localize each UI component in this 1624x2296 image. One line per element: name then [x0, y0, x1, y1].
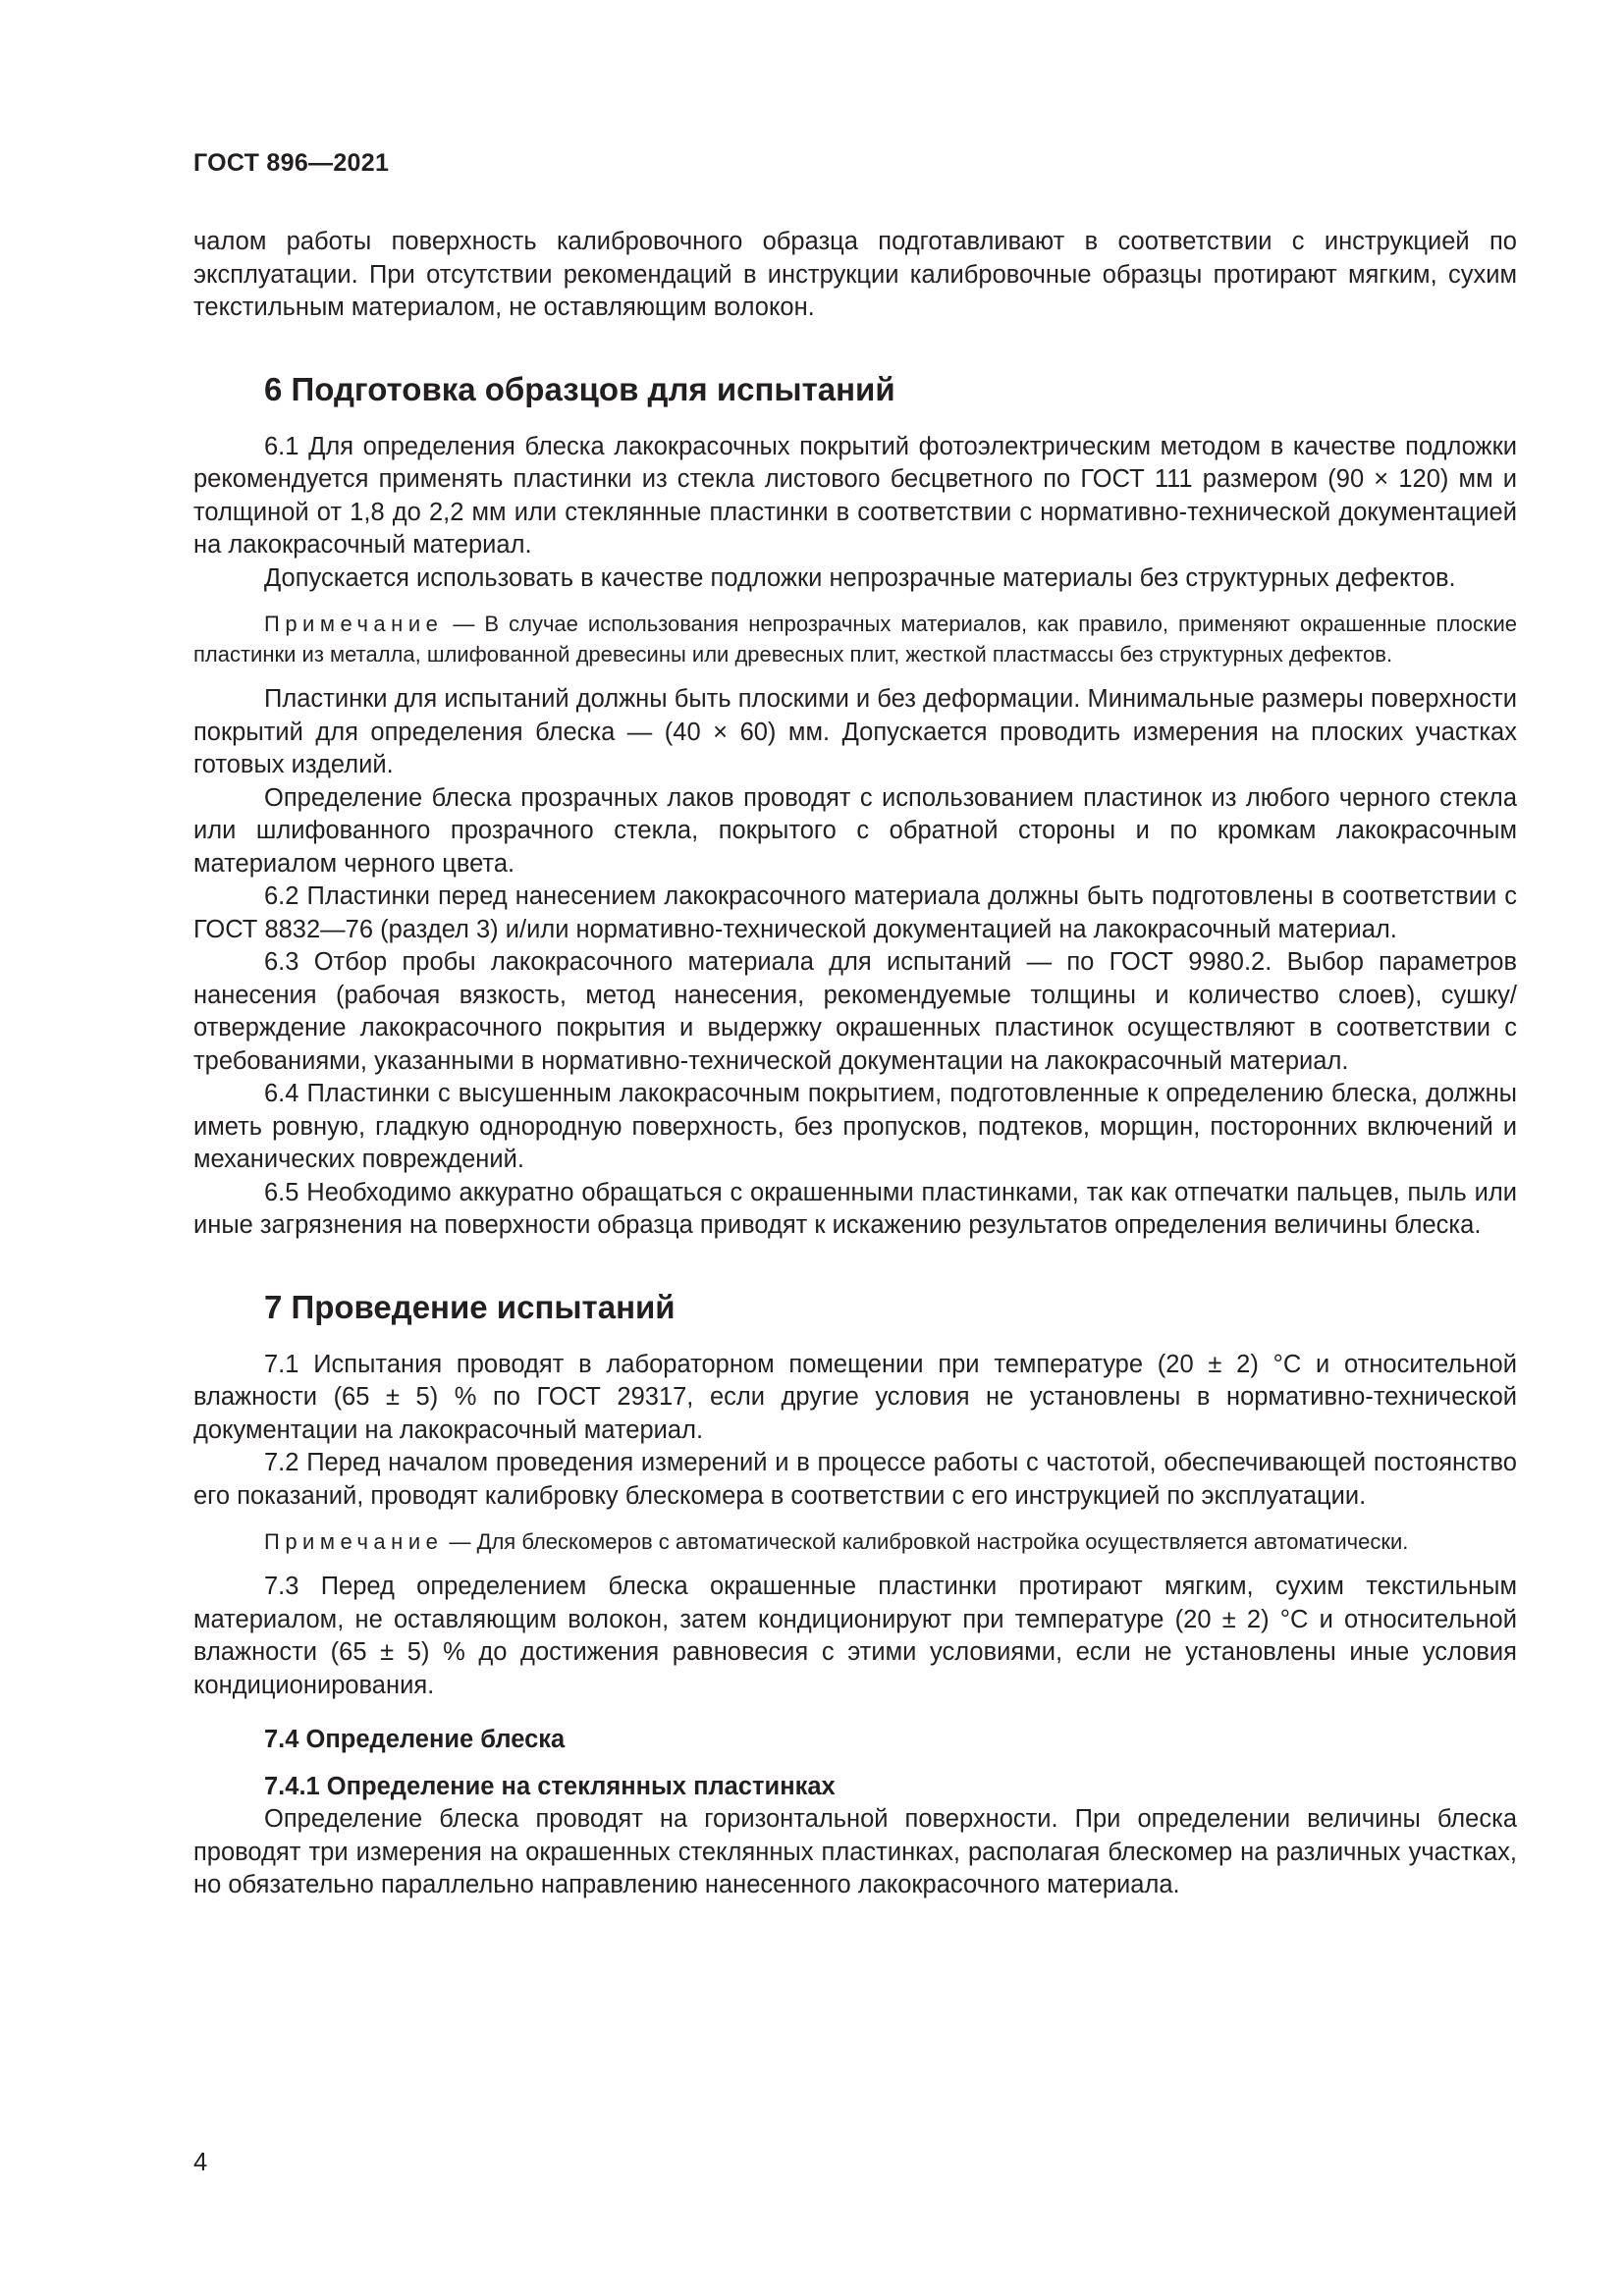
page-number: 4 [193, 2149, 208, 2176]
subsection-7-4-1-title: 7.4.1 Определение на стеклянных пластинках [264, 1772, 836, 1800]
paragraph-flat-plates: Пластинки для испытаний должны быть плоскими и без деформации. Минимальные размеры поверхности покрытий для определения блеска — (40 × 60) мм. Допускается проводить измерения на плоских участках готовых изделий. [193, 685, 1517, 778]
paragraph-7-1: 7.1 Испытания проводят в лабораторном помещении при температуре (20 ± 2) °С и относительной влажности (65 ± 5) % по ГОСТ 29317, если другие условия не установлены в нормативно-технической документации на лакокрасочный материал. [193, 1350, 1517, 1444]
paragraph-6-1: 6.1 Для определения блеска лакокрасочных покрытий фотоэлектрическим методом в качестве подложки рекомендуется применять пластинки из стекла листового бесцветного по ГОСТ 111 размером (90 × 120) мм и толщиной от 1,8 до 2,2 мм или стеклянные пластинки в соответствии с нормативно-технической документацией на лакокрасочный материал. [193, 432, 1517, 559]
paragraph-6-5: 6.5 Необходимо аккуратно обращаться с окрашенными пластинками, так как отпечатки пальцев, пыль или иные загрязнения на поверхности образца приводят к искажению результатов определения величины блеска. [193, 1178, 1517, 1239]
paragraph-opaque-materials: Допускается использовать в качестве подложки непрозрачные материалы без структурных дефектов. [264, 563, 1456, 592]
subsection-7-4-title: 7.4 Определение блеска [264, 1726, 566, 1753]
paragraph-6-4: 6.4 Пластинки с высушенным лакокрасочным покрытием, подготовленные к определению блеска, должны иметь ровную, гладкую однородную поверхность, без пропусков, подтеков, морщин, посторонних включений и механических повреждений. [193, 1080, 1517, 1173]
intro-paragraph: чалом работы поверхность калибровочного образца подготавливают в соответствии с инструкцией по эксплуатации. При отсутствии рекомендаций в инструкции калибровочные образцы протирают мягким, сухим текстильным материалом, не оставляющим волокон. [193, 228, 1517, 321]
note-text: — Для блескомеров с автоматической калибровкой настройка осуществляется автоматически. [443, 1529, 1409, 1554]
paragraph-7-3: 7.3 Перед определением блеска окрашенные пластинки протирают мягким, сухим текстильным материалом, не оставляющим волокон, затем кондиционируют при температуре (20 ± 2) °С и относительной влажности (65 ± 5) % до достижения равновесия с этими условиями, если не установлены иные условия кондиционирования. [193, 1573, 1517, 1699]
note-7 [193, 1526, 1517, 1557]
paragraph-transparent-varnish: Определение блеска прозрачных лаков проводят с использованием пластинок из любого черного стекла или шлифованного прозрачного стекла, покрытого с обратной стороны и по кромкам лакокрасочным материалом черного цвета. [193, 783, 1517, 878]
document-body [193, 226, 1517, 1902]
paragraph-7-4-1: Определение блеска проводят на горизонтальной поверхности. При определении величины блеска проводят три измерения на окрашенных стеклянных пластинках, располагая блескомер на различных участках, но обязательно параллельно направлению нанесенного лакокрасочного материала. [193, 1805, 1517, 1898]
paragraph-6-2: 6.2 Пластинки перед нанесением лакокрасочного материала должны быть подготовлены в соответствии с ГОСТ 8832—76 (раздел 3) и/или нормативно-технической документацией на лакокрасочный материал. [193, 882, 1517, 943]
section-6-title: 6 Подготовка образцов для испытаний [264, 370, 895, 407]
paragraph-6-3: 6.3 Отбор пробы лакокрасочного материала для испытаний — по ГОСТ 9980.2. Выбор параметров нанесения (рабочая вязкость, метод нанесения, рекомендуемые толщины и количество слоев), сушку/отверждение лакокрасочного покрытия и выдержку окрашенных пластинок осуществляют в соответствии с требованиями, указанными в нормативно-технической документации на лакокрасочный материал. [193, 948, 1517, 1075]
note-6 [193, 609, 1517, 669]
note-label: Примечание [264, 1529, 444, 1554]
note-label: Примечание [264, 612, 444, 636]
note-text: — В случае использования непрозрачных материалов, как правило, применяют окрашенные плоские пластинки из металла, шлифованной древесины или древесных плит, жесткой пластмассы без структурных дефектов. [193, 612, 1517, 667]
section-7-title: 7 Проведение испытаний [264, 1288, 676, 1325]
paragraph-7-2: 7.2 Перед началом проведения измерений и в процессе работы с частотой, обеспечивающей постоянство его показаний, проводят калибровку блескомера в соответствии с его инструкцией по эксплуатации. [193, 1449, 1517, 1510]
document-header: ГОСТ 896—2021 [193, 149, 390, 177]
